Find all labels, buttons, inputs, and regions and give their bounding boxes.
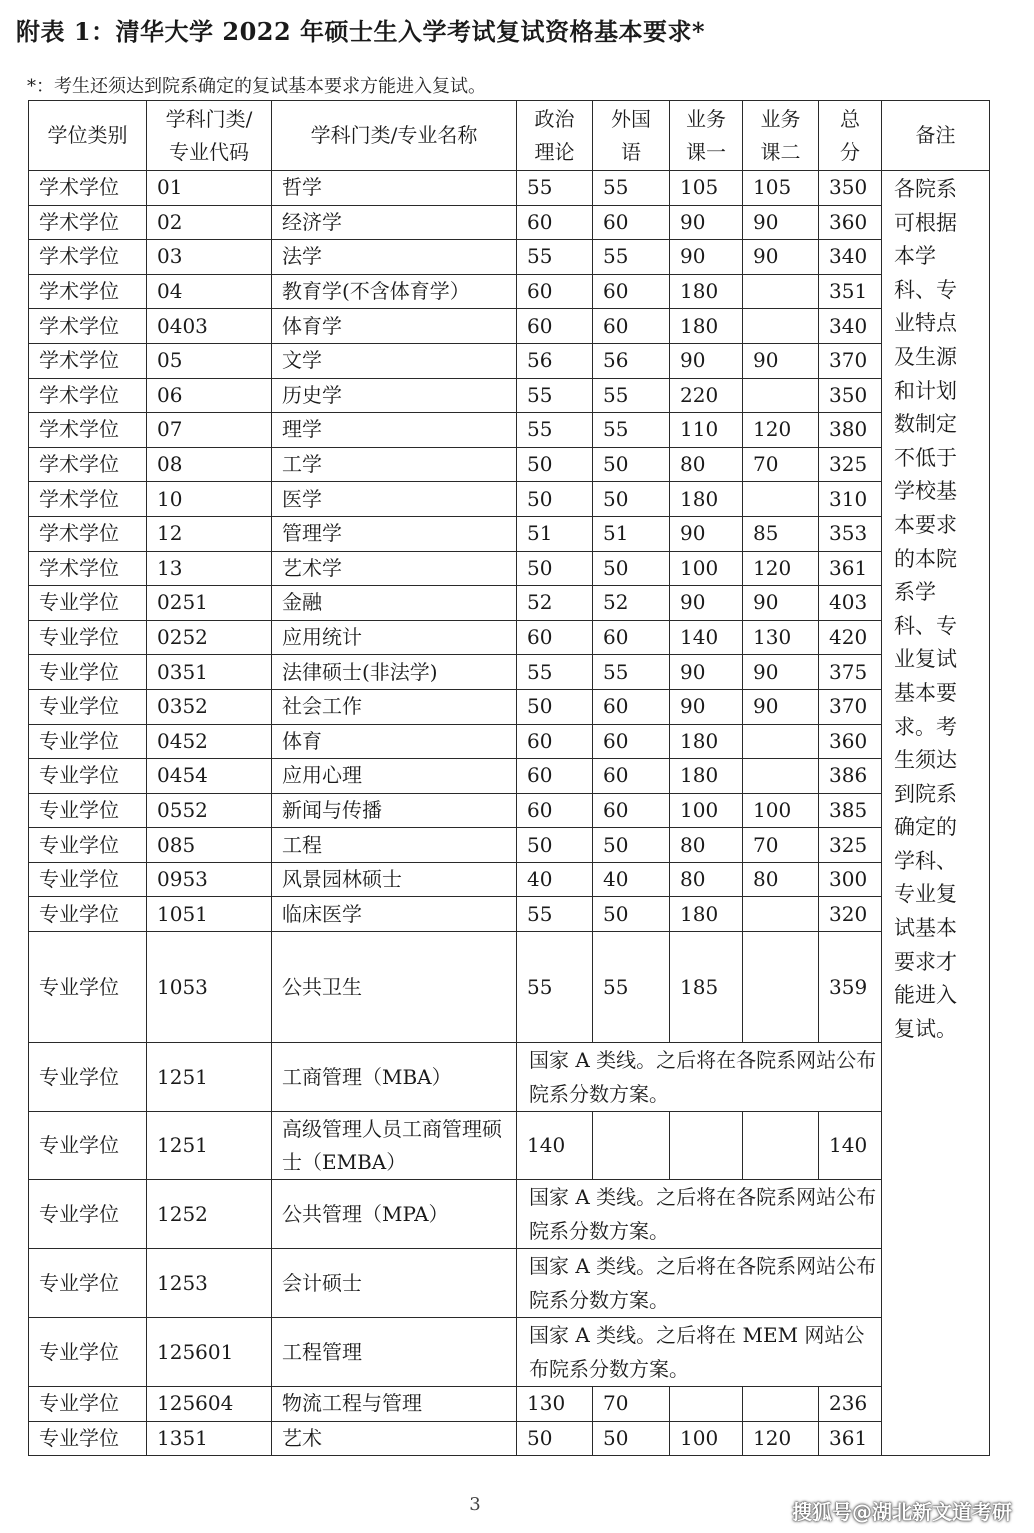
foreign-cell: 60: [593, 724, 670, 759]
code-cell: 07: [147, 413, 272, 448]
code-cell: 125604: [147, 1387, 272, 1422]
table-row: [29, 793, 990, 828]
table-row: [29, 482, 990, 517]
score-note-cell: 国家 A 类线。之后将在各院系网站公布院系分数方案。: [517, 1043, 882, 1112]
degree-cell: 学术学位: [29, 482, 147, 517]
table-row: [29, 551, 990, 586]
score-note-cell: 国家 A 类线。之后将在各院系网站公布院系分数方案。: [517, 1180, 882, 1249]
code-cell: 0352: [147, 689, 272, 724]
degree-cell: 学术学位: [29, 205, 147, 240]
foreign-cell: 55: [593, 171, 670, 206]
course2-cell: 90: [743, 689, 819, 724]
course2-cell: 90: [743, 240, 819, 275]
table-row: [29, 689, 990, 724]
foreign-cell: 52: [593, 586, 670, 621]
politics-cell: 55: [517, 932, 593, 1043]
code-cell: 05: [147, 343, 272, 378]
course1-cell: 90: [670, 586, 743, 621]
politics-cell: 40: [517, 862, 593, 897]
course2-cell: 85: [743, 516, 819, 551]
header-code: 学科门类/专业代码: [147, 101, 272, 171]
code-cell: 1251: [147, 1112, 272, 1180]
course1-cell: 110: [670, 413, 743, 448]
name-cell: 哲学: [272, 171, 517, 206]
course1-cell: 90: [670, 516, 743, 551]
degree-cell: 专业学位: [29, 1421, 147, 1456]
table-row: [29, 240, 990, 275]
header-degree: 学位类别: [29, 101, 147, 171]
name-cell: 工商管理（MBA）: [272, 1043, 517, 1112]
course2-cell: [743, 759, 819, 794]
degree-cell: 专业学位: [29, 1043, 147, 1112]
degree-cell: 学术学位: [29, 551, 147, 586]
foreign-cell: 60: [593, 309, 670, 344]
name-cell: 工学: [272, 447, 517, 482]
table-row: [29, 516, 990, 551]
politics-cell: 60: [517, 724, 593, 759]
course1-cell: 180: [670, 309, 743, 344]
course2-cell: 70: [743, 447, 819, 482]
table-row: [29, 274, 990, 309]
code-cell: 0403: [147, 309, 272, 344]
code-cell: 10: [147, 482, 272, 517]
foreign-cell: 60: [593, 793, 670, 828]
code-cell: 13: [147, 551, 272, 586]
degree-cell: 学术学位: [29, 516, 147, 551]
total-cell: 340: [819, 309, 882, 344]
name-cell: 高级管理人员工商管理硕士（EMBA）: [272, 1112, 517, 1180]
name-cell: 艺术: [272, 1421, 517, 1456]
politics-cell: 55: [517, 171, 593, 206]
course1-cell: 80: [670, 447, 743, 482]
politics-cell: 50: [517, 1421, 593, 1456]
degree-cell: 专业学位: [29, 897, 147, 932]
total-cell: 236: [819, 1387, 882, 1422]
name-cell: 历史学: [272, 378, 517, 413]
table-row: [29, 378, 990, 413]
degree-cell: 专业学位: [29, 724, 147, 759]
code-cell: 1053: [147, 932, 272, 1043]
code-cell: 0552: [147, 793, 272, 828]
code-cell: 1252: [147, 1180, 272, 1249]
foreign-cell: 55: [593, 413, 670, 448]
foreign-cell: 60: [593, 205, 670, 240]
politics-cell: 60: [517, 274, 593, 309]
remark-cell: 各院系可根据本学科、专业特点及生源和计划数制定不低于学校基本要求的本院系学科、专业复试基本要求。考生须达到院系确定的学科、专业复试基本要求才能进入复试。: [882, 171, 990, 1456]
name-cell: 管理学: [272, 516, 517, 551]
degree-cell: 专业学位: [29, 1249, 147, 1318]
degree-cell: 专业学位: [29, 1180, 147, 1249]
foreign-cell: [593, 1112, 670, 1180]
name-cell: 临床医学: [272, 897, 517, 932]
table-row: [29, 413, 990, 448]
degree-cell: 学术学位: [29, 343, 147, 378]
code-cell: 0351: [147, 655, 272, 690]
course2-cell: 100: [743, 793, 819, 828]
requirements-table: [28, 100, 990, 1456]
degree-cell: 专业学位: [29, 1112, 147, 1180]
name-cell: 文学: [272, 343, 517, 378]
table-row: [29, 1043, 990, 1112]
name-cell: 新闻与传播: [272, 793, 517, 828]
code-cell: 1051: [147, 897, 272, 932]
table-row: [29, 1318, 990, 1387]
course2-cell: 130: [743, 620, 819, 655]
table-row: [29, 586, 990, 621]
foreign-cell: 51: [593, 516, 670, 551]
code-cell: 1251: [147, 1043, 272, 1112]
degree-cell: 专业学位: [29, 932, 147, 1043]
code-cell: 0252: [147, 620, 272, 655]
politics-cell: 60: [517, 759, 593, 794]
header-name: 学科门类/专业名称: [272, 101, 517, 171]
table-body: [29, 171, 990, 1456]
header-foreign: 外国语: [593, 101, 670, 171]
name-cell: 金融: [272, 586, 517, 621]
table-row: [29, 1421, 990, 1456]
total-cell: 300: [819, 862, 882, 897]
course2-cell: [743, 1387, 819, 1422]
degree-cell: 专业学位: [29, 793, 147, 828]
table-row: [29, 171, 990, 206]
politics-cell: 55: [517, 413, 593, 448]
code-cell: 125601: [147, 1318, 272, 1387]
total-cell: 320: [819, 897, 882, 932]
header-politics: 政治理论: [517, 101, 593, 171]
degree-cell: 专业学位: [29, 1387, 147, 1422]
degree-cell: 学术学位: [29, 240, 147, 275]
score-note-cell: 国家 A 类线。之后将在各院系网站公布院系分数方案。: [517, 1249, 882, 1318]
document-title: 附表 1：清华大学 2022 年硕士生入学考试复试资格基本要求*: [16, 17, 706, 46]
degree-cell: 专业学位: [29, 828, 147, 863]
foreign-cell: 56: [593, 343, 670, 378]
course2-cell: 80: [743, 862, 819, 897]
politics-cell: 60: [517, 205, 593, 240]
total-cell: 420: [819, 620, 882, 655]
code-cell: 0251: [147, 586, 272, 621]
politics-cell: 50: [517, 689, 593, 724]
name-cell: 经济学: [272, 205, 517, 240]
total-cell: 385: [819, 793, 882, 828]
total-cell: 361: [819, 551, 882, 586]
degree-cell: 专业学位: [29, 862, 147, 897]
name-cell: 工程管理: [272, 1318, 517, 1387]
name-cell: 教育学(不含体育学）: [272, 274, 517, 309]
course1-cell: 90: [670, 205, 743, 240]
total-cell: 350: [819, 378, 882, 413]
course2-cell: 90: [743, 343, 819, 378]
degree-cell: 专业学位: [29, 759, 147, 794]
name-cell: 医学: [272, 482, 517, 517]
course1-cell: 100: [670, 793, 743, 828]
name-cell: 艺术学: [272, 551, 517, 586]
course1-cell: 180: [670, 274, 743, 309]
politics-cell: 55: [517, 655, 593, 690]
politics-cell: 140: [517, 1112, 593, 1180]
course1-cell: [670, 1112, 743, 1180]
course2-cell: 120: [743, 1421, 819, 1456]
total-cell: 360: [819, 205, 882, 240]
table-row: [29, 724, 990, 759]
course2-cell: 90: [743, 586, 819, 621]
total-cell: 370: [819, 343, 882, 378]
header-total: 总分: [819, 101, 882, 171]
course2-cell: 90: [743, 205, 819, 240]
politics-cell: 55: [517, 240, 593, 275]
table-header-row: [29, 101, 990, 171]
degree-cell: 专业学位: [29, 689, 147, 724]
foreign-cell: 55: [593, 240, 670, 275]
total-cell: 386: [819, 759, 882, 794]
code-cell: 06: [147, 378, 272, 413]
foreign-cell: 70: [593, 1387, 670, 1422]
degree-cell: 学术学位: [29, 447, 147, 482]
foreign-cell: 50: [593, 828, 670, 863]
course1-cell: 100: [670, 551, 743, 586]
name-cell: 风景园林硕士: [272, 862, 517, 897]
code-cell: 02: [147, 205, 272, 240]
degree-cell: 学术学位: [29, 413, 147, 448]
degree-cell: 学术学位: [29, 378, 147, 413]
course1-cell: 180: [670, 897, 743, 932]
politics-cell: 50: [517, 828, 593, 863]
course2-cell: 90: [743, 655, 819, 690]
course2-cell: [743, 932, 819, 1043]
course2-cell: [743, 309, 819, 344]
politics-cell: 60: [517, 793, 593, 828]
course2-cell: 120: [743, 413, 819, 448]
foreign-cell: 50: [593, 1421, 670, 1456]
code-cell: 0953: [147, 862, 272, 897]
total-cell: 359: [819, 932, 882, 1043]
total-cell: 361: [819, 1421, 882, 1456]
degree-cell: 专业学位: [29, 655, 147, 690]
course2-cell: 105: [743, 171, 819, 206]
total-cell: 325: [819, 828, 882, 863]
code-cell: 0452: [147, 724, 272, 759]
foreign-cell: 55: [593, 655, 670, 690]
table-row: [29, 897, 990, 932]
course1-cell: 90: [670, 689, 743, 724]
total-cell: 350: [819, 171, 882, 206]
code-cell: 03: [147, 240, 272, 275]
politics-cell: 50: [517, 447, 593, 482]
table-row: [29, 1180, 990, 1249]
degree-cell: 专业学位: [29, 586, 147, 621]
degree-cell: 专业学位: [29, 620, 147, 655]
table-row: [29, 205, 990, 240]
table-row: [29, 620, 990, 655]
politics-cell: 51: [517, 516, 593, 551]
degree-cell: 学术学位: [29, 171, 147, 206]
course2-cell: [743, 897, 819, 932]
total-cell: 340: [819, 240, 882, 275]
politics-cell: 50: [517, 482, 593, 517]
name-cell: 理学: [272, 413, 517, 448]
name-cell: 应用统计: [272, 620, 517, 655]
total-cell: 325: [819, 447, 882, 482]
course1-cell: [670, 1387, 743, 1422]
politics-cell: 50: [517, 551, 593, 586]
code-cell: 01: [147, 171, 272, 206]
page-number: 3: [469, 1494, 481, 1515]
foreign-cell: 55: [593, 378, 670, 413]
name-cell: 体育: [272, 724, 517, 759]
code-cell: 085: [147, 828, 272, 863]
total-cell: 375: [819, 655, 882, 690]
course2-cell: [743, 378, 819, 413]
foreign-cell: 50: [593, 897, 670, 932]
total-cell: 310: [819, 482, 882, 517]
course1-cell: 140: [670, 620, 743, 655]
table-row: [29, 655, 990, 690]
table-row: [29, 343, 990, 378]
course1-cell: 180: [670, 482, 743, 517]
total-cell: 360: [819, 724, 882, 759]
code-cell: 12: [147, 516, 272, 551]
course1-cell: 180: [670, 724, 743, 759]
course1-cell: 100: [670, 1421, 743, 1456]
total-cell: 353: [819, 516, 882, 551]
code-cell: 1253: [147, 1249, 272, 1318]
table-row: [29, 1112, 990, 1180]
total-cell: 403: [819, 586, 882, 621]
politics-cell: 52: [517, 586, 593, 621]
course2-cell: [743, 274, 819, 309]
course1-cell: 180: [670, 759, 743, 794]
foreign-cell: 40: [593, 862, 670, 897]
name-cell: 工程: [272, 828, 517, 863]
code-cell: 1351: [147, 1421, 272, 1456]
politics-cell: 60: [517, 620, 593, 655]
course1-cell: 90: [670, 655, 743, 690]
code-cell: 08: [147, 447, 272, 482]
foreign-cell: 50: [593, 482, 670, 517]
table-row: [29, 1387, 990, 1422]
total-cell: 370: [819, 689, 882, 724]
course1-cell: 80: [670, 828, 743, 863]
table-row: [29, 759, 990, 794]
name-cell: 法学: [272, 240, 517, 275]
course2-cell: [743, 482, 819, 517]
name-cell: 公共管理（MPA）: [272, 1180, 517, 1249]
course1-cell: 80: [670, 862, 743, 897]
course1-cell: 105: [670, 171, 743, 206]
course1-cell: 220: [670, 378, 743, 413]
degree-cell: 学术学位: [29, 274, 147, 309]
name-cell: 法律硕士(非法学): [272, 655, 517, 690]
foreign-cell: 60: [593, 274, 670, 309]
name-cell: 物流工程与管理: [272, 1387, 517, 1422]
code-cell: 04: [147, 274, 272, 309]
politics-cell: 55: [517, 378, 593, 413]
foreign-cell: 50: [593, 447, 670, 482]
table-row: [29, 828, 990, 863]
degree-cell: 专业学位: [29, 1318, 147, 1387]
degree-cell: 学术学位: [29, 309, 147, 344]
table-row: [29, 309, 990, 344]
watermark-text: 搜狐号@湖北新文道考研: [792, 1500, 1012, 1524]
name-cell: 应用心理: [272, 759, 517, 794]
foreign-cell: 60: [593, 620, 670, 655]
foreign-cell: 60: [593, 759, 670, 794]
foreign-cell: 60: [593, 689, 670, 724]
table-row: [29, 1249, 990, 1318]
name-cell: 社会工作: [272, 689, 517, 724]
course1-cell: 185: [670, 932, 743, 1043]
header-remark: 备注: [882, 101, 990, 171]
total-cell: 351: [819, 274, 882, 309]
header-course2: 业务课二: [743, 101, 819, 171]
name-cell: 公共卫生: [272, 932, 517, 1043]
politics-cell: 60: [517, 309, 593, 344]
table-row: [29, 932, 990, 1043]
name-cell: 会计硕士: [272, 1249, 517, 1318]
course2-cell: [743, 1112, 819, 1180]
header-course1: 业务课一: [670, 101, 743, 171]
foreign-cell: 50: [593, 551, 670, 586]
course1-cell: 90: [670, 343, 743, 378]
table-row: [29, 447, 990, 482]
course2-cell: 70: [743, 828, 819, 863]
politics-cell: 55: [517, 897, 593, 932]
politics-cell: 130: [517, 1387, 593, 1422]
table-row: [29, 862, 990, 897]
politics-cell: 56: [517, 343, 593, 378]
name-cell: 体育学: [272, 309, 517, 344]
total-cell: 380: [819, 413, 882, 448]
foreign-cell: 55: [593, 932, 670, 1043]
code-cell: 0454: [147, 759, 272, 794]
score-note-cell: 国家 A 类线。之后将在 MEM 网站公布院系分数方案。: [517, 1318, 882, 1387]
footnote-text: *：考生还须达到院系确定的复试基本要求方能进入复试。: [27, 76, 486, 97]
course2-cell: 120: [743, 551, 819, 586]
course1-cell: 90: [670, 240, 743, 275]
total-cell: 140: [819, 1112, 882, 1180]
course2-cell: [743, 724, 819, 759]
